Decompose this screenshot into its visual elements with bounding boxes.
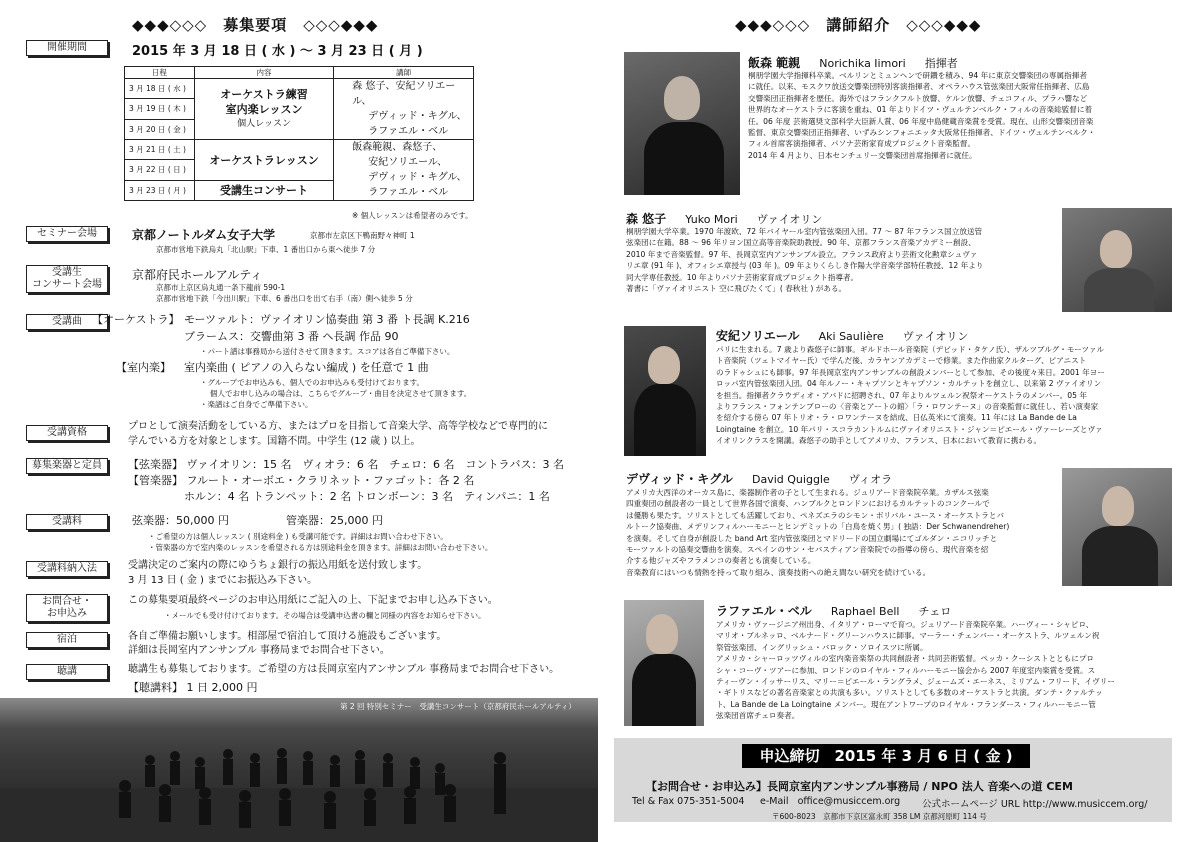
teacher-roman: Yuko Mori [685, 213, 738, 226]
teacher-name: デヴィッド・キグル [626, 472, 733, 486]
schedule-date: 3 月 19 日 ( 木 ) [125, 99, 195, 119]
bio-line: イオリンクラスを開講。森悠子の助手としてアメリカ、フランス、日本において教育に携わる。 [716, 436, 1042, 446]
bio-line: 音楽教育にはいつも情熱を持って取り組み、演奏技術への絶え間ない研究を続けている。 [626, 567, 931, 577]
teacher-name: 安紀ソリエール [716, 329, 800, 343]
apply-line-2: ・メールでも受け付けております。その場合は受講申込書の欄と同様の内容をお知らせ下さい。 [164, 611, 486, 620]
concert-photo [0, 698, 598, 842]
audit-line-1: 聴講生も募集しております。ご希望の方は長岡京室内アンサンブル 事務局までお問合せ下さい。 [128, 664, 560, 675]
payment-line-2: 3 月 13 日 ( 金 ) までにお振込み下さい。 [128, 575, 318, 586]
venue-address: 京都市左京区下鴨南野々神町 1 [310, 231, 415, 240]
teacher-name: 飯森 範親 [748, 56, 801, 70]
teacher-bio-quiggle [626, 487, 1060, 578]
schedule-date: 3 月 23 日 ( 月 ) [125, 180, 195, 200]
fee-label: 受講料 [26, 514, 108, 530]
chamber-tag: 【室内楽】 [116, 361, 171, 374]
bio-line: アメリカ大西洋のオーカス島に、楽器制作者の子として生まれる。ジュリアード音楽院卒業。カザルス弦楽 [626, 488, 989, 497]
bio-line: は優勝も果たす。ソリストとしても活躍しており、ペネズエラのシモン・ボリバル・ユース・オーケストラとバ [626, 510, 1005, 520]
schedule-date: 3 月 20 日 ( 金 ) [125, 119, 195, 139]
schedule-content-1 [194, 79, 334, 140]
body-shape [632, 654, 696, 726]
face-shape [664, 76, 700, 120]
venue-access: 京都市営地下鉄烏丸「北山駅」下車、1 番出口から東へ徒歩 7 分 [156, 245, 376, 254]
face-shape [1102, 486, 1134, 526]
teacher-heading-quiggle [626, 468, 892, 487]
body-shape [1082, 526, 1158, 586]
quiggle-photo [1062, 468, 1172, 586]
instruments-strings: 【弦楽器】 ヴァイオリン：15 名 ヴィオラ：6 名 チェロ：6 名 コントラバス：3 名 [128, 458, 565, 471]
body-shape [634, 384, 696, 456]
teacher-name: ラファエル・ベル [716, 604, 812, 618]
bio-line: 監督、東京交響楽団正指揮者、いずみシンフォニエッタ大阪常任指揮者、ドイツ・ヴュルテンベルク・ [748, 128, 1096, 138]
qualification-line-2: 学んでいる方を対象とします。国籍不問。中学生 (12 歳 ) 以上。 [128, 436, 421, 447]
fee-strings: 弦楽器：50,000 円 [132, 514, 229, 527]
concert-venue-name: 京都府民ホールアルティ [132, 268, 263, 282]
mail-label: e-Mail [760, 796, 789, 807]
instruments-winds-2: ホルン：4 名 トランペット：2 名 トロンボーン：3 名 ティンパニ：1 名 [184, 490, 550, 503]
bio-line: ルトーク協奏曲、メデリンフィルハーモニーとヒンデミットの「白鳥を焼く男」( 独語：Der Schwanendreher) [626, 522, 1010, 532]
bio-line: よりフランス・フォンテンブローの〈音楽とアートの館〉「ラ・ロワンテーヌ」の音楽監督に就任し、若い演奏家 [716, 402, 1099, 412]
qualification-label: 受講資格 [26, 425, 108, 441]
bio-line: を演奏。そして自身が創設した band Art 室内管弦楽団とマドリードの国立劇場にてゴルダン・ニコリッチと [626, 533, 998, 543]
bio-line: ティーヴン・イッサーリス、マリー＝ピエール・ラングラメ、ジェームズ・エーネス、ミリアム・フリード、イヴリー [716, 677, 1115, 687]
apply-label [26, 594, 108, 622]
apply-line-1: この募集要項最終ページのお申込用紙にご記入の上、下記までお申し込み下さい。 [128, 595, 498, 606]
recruitment-title: ◆◆◆◇◇◇ 募集要項 ◇◇◇◆◆◆ [132, 16, 379, 34]
venue-name: 京都ノートルダム女子大学 [132, 228, 276, 242]
teacher-name: 森 悠子 [626, 212, 667, 226]
schedule-content-3: 受講生コンサート [194, 180, 334, 200]
bio-line: 介する他ジャズやフラメンコの奏者とも演奏している。 [626, 556, 816, 566]
body-shape [1084, 268, 1154, 312]
content-line: オーケストラ練習 [220, 87, 308, 101]
bio-line: フィル首席客演指揮者、パソナ芸術家育成プロジェクト音楽監督。 [748, 139, 976, 149]
chamber-note-1: ・グループでお申込みも、個人でのお申込みも受付けております。 [200, 378, 425, 387]
teacher-heading-mori [626, 208, 822, 227]
lecturer-line: ラファエル・ベル [368, 187, 449, 198]
bio-line: に就任。以来、モスクワ放送交響楽団特別客演指揮者、オペラハウス管弦楽団大阪常任指揮者、広島 [748, 82, 1090, 92]
lecturers-title: ◆◆◆◇◇◇ 講師紹介 ◇◇◇◆◆◆ [735, 16, 982, 34]
chamber-note-3: ・楽譜はご自身でご準備下さい。 [200, 400, 313, 409]
contact-tel: Tel & Fax 075-351-5004 [632, 796, 745, 807]
teacher-roman: Aki Saulière [818, 330, 884, 343]
period-dates: 2015 年 3 月 18 日 ( 水 ) 〜 3 月 23 日 ( 月 ) [132, 44, 423, 59]
chamber-note-2: 個人でお申し込みの場合は、こちらでグループ・曲目を決定させて頂きます。 [210, 389, 472, 398]
teacher-bio-iimori [748, 70, 1168, 161]
teacher-bio-sauliere [716, 344, 1168, 447]
bio-line: シャ・コーヴ・ツアーに参加、ロンドンのロイヤル・フィルハーモニー協会から 2007 年度室内楽賞を受賞。ス [716, 665, 1096, 675]
bio-line: 弦楽団に在籍。88 〜 96 年リヨン国立高等音楽院助教授。90 年、京都フランス音楽アカデミー創設、 [626, 238, 976, 248]
bio-line: 著書に「ヴァイオリニスト 空に飛びたくて」( 春秋社 ) がある。 [626, 284, 847, 294]
audit-label: 聴講 [26, 664, 108, 680]
lecturer-line: 飯森範親、森悠子、 [352, 142, 443, 153]
bio-line: 任。06 年度 芸術選奨文部科学大臣新人賞、06 年度中島健蔵音楽賞を受賞。現在、山形交響楽団音楽 [748, 116, 1094, 126]
schedule-date: 3 月 22 日 ( 日 ) [125, 160, 195, 180]
schedule-lecturers-2 [334, 140, 474, 201]
bio-line: 交響楽団正指揮者を歴任。海外ではフランクフルト放響、ケルン放響、チェコフィル、プラハ響など [748, 93, 1088, 103]
fee-winds: 管楽器：25,000 円 [286, 514, 383, 527]
orchestra-tag: 【オーケストラ】 [92, 313, 180, 326]
face-shape [648, 346, 680, 384]
schedule-date: 3 月 21 日 ( 土 ) [125, 140, 195, 160]
concert-venue-label [26, 265, 108, 293]
concert-venue-address: 京都市上京区烏丸通一条下龍前 590-1 [156, 283, 286, 292]
period-label: 開催期間 [26, 40, 108, 56]
teacher-bio-mori [626, 226, 1050, 294]
chamber-piece: 室内楽曲 ( ピアノの入らない編成 ) を任意で 1 曲 [184, 361, 429, 374]
lecturer-line: 安紀ソリエール、 [368, 157, 448, 168]
body-shape [644, 122, 724, 195]
bio-line: 2010 年まで音楽監督。97 年、長岡京室内アンサンブル設立。フランス政府より芸術文化勲章シュヴァ [626, 249, 978, 259]
teacher-roman: David Quiggle [752, 473, 830, 486]
deadline-banner: 申込締切 2015 年 3 月 6 日 ( 金 ) [742, 744, 1030, 768]
lecturer-line: 森 悠子、安紀ソリエール、 [352, 81, 456, 107]
content-line: 個人レッスン [237, 118, 291, 129]
bio-line: 桐朋学園大学卒業。1970 年渡欧、72 年バイヤール室内管弦楽団入団。77 〜 87 年フランス国立放送管 [626, 227, 983, 236]
lodging-label: 宿泊 [26, 632, 108, 648]
qualification-line-1: プロとして演奏活動をしている方、またはプロを目指して音楽大学、高等学校などで専門的に [128, 421, 548, 432]
orchestra-piece-2: ブラームス：交響曲第 3 番 ヘ長調 作品 90 [184, 330, 399, 343]
teacher-role: ヴィオラ [848, 473, 893, 486]
bio-line: 世界的なオーケストラに客演を重ね、01 年よりドイツ・ヴュルテンベルク・フィルの音楽総監督に着 [748, 105, 1093, 115]
schedule-date: 3 月 18 日 ( 水 ) [125, 79, 195, 99]
face-shape [646, 614, 678, 654]
lecturer-line: デヴィッド・キグル、 [368, 111, 467, 122]
bio-line: 四重奏団の創設者の一員として世界各国で演奏、ハンブルクとロンドンにおけるカルテットのコンクールで [626, 499, 990, 509]
lecturer-line: デヴィッド・キグル、 [368, 172, 467, 183]
teacher-role: ヴァイオリン [756, 213, 823, 226]
bio-line: を担当。指揮者クラウディオ・アバドに招聘され、07 年よりルツェルン祝祭オーケストラのメンバー。05 年 [716, 390, 1087, 400]
label-line: コンサート会場 [32, 279, 102, 290]
payment-label: 受講料納入法 [26, 561, 108, 577]
bell-photo [624, 600, 704, 726]
fee-note-1: ・ご希望の方は個人レッスン ( 別途料金 ) も受講可能です。詳細はお問い合わせ下さい。 [148, 532, 448, 541]
bio-line: パリに生まれる。7 歳より森悠子に師事。ギルドホール音楽院（デビッド・タケノ氏）、ザルツブルグ・モーツァル [716, 345, 1105, 354]
label-line: 受講生 [52, 267, 82, 278]
teacher-role: チェロ [918, 605, 952, 618]
bio-line: 桐朋学園大学指揮科卒業。ベルリンとミュンヘンで研鑽を積み、94 年に東京交響楽団の専属指揮者 [748, 71, 1087, 80]
mail-address[interactable]: office@musiccem.org [797, 796, 901, 807]
teacher-roman: Raphael Bell [830, 605, 900, 618]
contact-mail [760, 796, 900, 807]
teacher-heading-bell [716, 600, 951, 619]
teacher-roman: Norichika Iimori [819, 57, 906, 70]
instruments-label: 募集楽器と定員 [26, 458, 108, 474]
bio-line: ト音楽院（ツェトマイヤー氏）で学んだ後、カラヤンアカデミーで修業。また作曲家クルターグ、ピアニスト [716, 356, 1087, 366]
lodging-line-1: 各自ご準備お願いします。相部屋で宿泊して頂ける施設もございます。 [128, 631, 447, 642]
orchestra-note: ・パート譜は事務局から送付させて頂きます。スコアは各自ご準備下さい。 [200, 347, 455, 356]
contact-web[interactable]: 公式ホームページ URL http://www.musiccem.org/ [922, 799, 1148, 810]
bio-line: マリオ・ブルネッロ、ベルナード・グリーンハウスに師事。マーラー・チェンバー・オーケストラ、ルツェルン祝 [716, 631, 1100, 641]
schedule-header-content: 内容 [194, 67, 334, 79]
bio-line: 2014 年 4 月より、日本センチュリー交響楽団首席指揮者に就任。 [748, 150, 977, 160]
bio-line: ・ギトリスなどの著名音楽家との共演も多い。ソリストとしても多数のオーケストラと共演。ダンテ・クァルテッ [716, 688, 1103, 698]
face-shape [1100, 230, 1132, 268]
fee-note-2: ・管楽器の方で室内楽のレッスンを希望される方は別途料金を頂きます。詳細はお問い合わせ下さい。 [148, 543, 493, 552]
label-line: お問合せ・ [42, 596, 92, 607]
bio-line: モーツァルトの協奏交響曲を演奏。スペインのサン・セバスティアン音楽院での指導の傍ら、現代音楽を紹 [626, 545, 989, 555]
bio-line: アメリカ・ヴァージニア州出身、イタリア・ローマで育つ。ジュリアード音楽院卒業。ハーヴィー・シャピロ、 [716, 620, 1094, 629]
iimori-photo [624, 52, 740, 195]
teacher-heading-sauliere [716, 325, 968, 344]
bio-line: アメリカ・シャーロッツヴィルの室内楽音楽祭の共同創設者・共同芸術監督。ペッカ・クーシストとともにプロ [716, 654, 1095, 664]
lecturer-line: ラファエル・ベル [368, 126, 449, 137]
bio-line: Loingtaine を創立。10 年パリ・スコラカントルムにヴァイオリニスト・ジャン＝ピエール・ヴァーレーズとヴァ [716, 424, 1103, 434]
pieces-label: 受講曲 [26, 314, 108, 330]
bio-line: 同大学専任教授。10 年よりパソナ芸術家育成プロジェクト指導者。 [626, 272, 859, 282]
audit-fee: 【聴講料】 1 日 2,000 円 [128, 681, 258, 694]
bio-line: リエ章 (91 年 )、オフィシエ章授与 (03 年 )。09 年よりくらしき作陽大学音楽学部特任教授、12 年より [626, 261, 984, 271]
schedule-content-2: オーケストラレッスン [194, 140, 334, 181]
bio-line: ト、La Bande de La Loingtaine メンバー。現在アントワープのロイヤル・フランダース・フィルハーモニー管 [716, 699, 1096, 709]
contact-address: 〒600-8023 京都市下京区富永町 358 LM 京都河原町 114 号 [772, 812, 987, 821]
bio-line: 祭管弦楽団、イングリッシュ・バロック・ソロイスツに所属。 [716, 642, 928, 652]
teacher-heading-iimori [748, 52, 958, 71]
orchestra-piece-1: モーツァルト：ヴァイオリン協奏曲 第 3 番 ト長調 K.216 [184, 313, 470, 326]
payment-line-1: 受講決定のご案内の際にゆうちょ銀行の振込用紙を送付致します。 [128, 560, 428, 571]
content-line: 室内楽レッスン [225, 102, 303, 116]
bio-line: ロッパ室内管弦楽団入団。04 年ルノー・キャプソンとキャプソン・カルテットを創立し、以来第 2 ヴァイオリン [716, 379, 1102, 389]
label-line: お申込み [47, 608, 87, 619]
schedule-table [124, 66, 474, 201]
sauliere-photo [624, 326, 706, 456]
lodging-line-2: 詳細は長岡室内アンサンブル 事務局までお問合せ下さい。 [128, 645, 390, 656]
mori-photo [1062, 208, 1172, 312]
teacher-role: 指揮者 [924, 57, 958, 70]
schedule-lecturers-1 [334, 79, 474, 140]
teacher-role: ヴァイオリン [902, 330, 969, 343]
orchestra-silhouettes [0, 698, 598, 842]
photo-caption: 第 2 回 特別セミナー 受講生コンサート（京都府民ホールアルティ） [340, 702, 576, 711]
schedule-note: ※ 個人レッスンは希望者のみです。 [352, 211, 473, 220]
teacher-bio-bell [716, 619, 1168, 722]
concert-venue-access: 京都市営地下鉄「今出川駅」下車、6 番出口を出て右手（南）側へ徒歩 5 分 [156, 294, 413, 303]
schedule-header-date: 日程 [125, 67, 195, 79]
instruments-winds-1: 【管楽器】 フルート・オーボエ・クラリネット・ファゴット：各 2 名 [128, 474, 475, 487]
bio-line: 弦楽団首席チェロ奏者。 [716, 711, 800, 721]
contact-main: 【お問合せ・お申込み】長岡京室内アンサンブル事務局 / NPO 法人 音楽への道 CEM [646, 780, 1073, 793]
schedule-header-lecturer: 講師 [334, 67, 474, 79]
venue-label: セミナー会場 [26, 226, 108, 242]
bio-line: を紹介する傍ら 07 年トリオ・ラ・ロワンテーヌを結成、日仏英米にて演奏。11 年には La Bande de La [716, 413, 1077, 423]
bio-line: のラドゥシュにも師事。97 年長岡京室内アンサンブルの創設メンバーとして参加、その後度々来日。2001 年ヨー [716, 367, 1105, 377]
